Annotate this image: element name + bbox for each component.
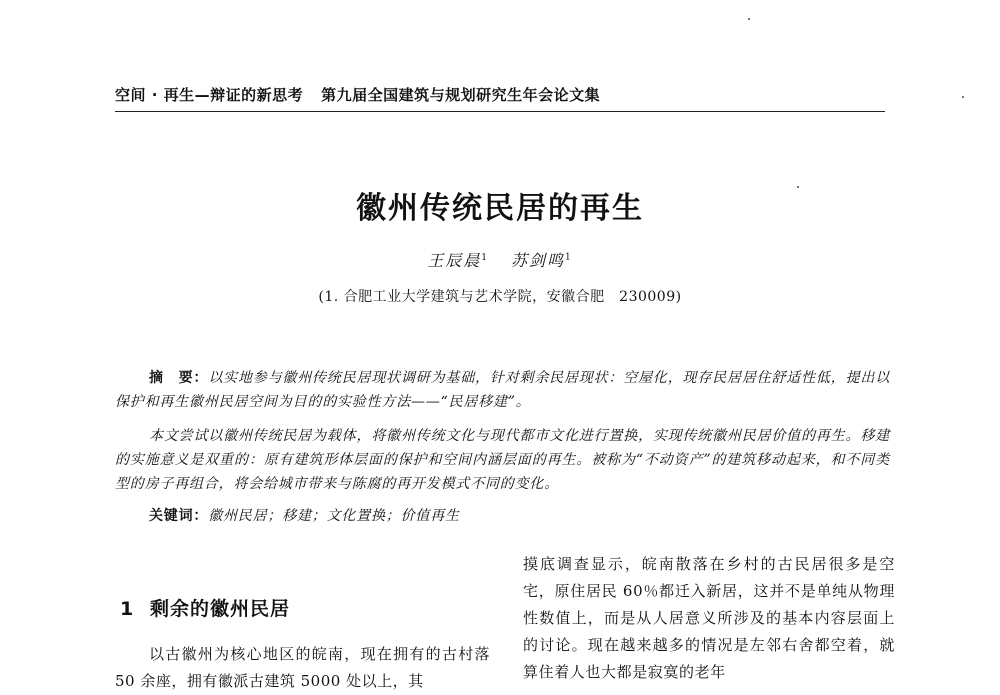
abstract-text-2: 本文尝试以徽州传统民居为载体，将徽州传统文化与现代都市文化进行置换，实现传统徽州民居价值的再生。移建的实施意义是双重的：原有建筑形体层面的保护和空间内涵层面的再生。被称为“不动资产”的建筑移动起来，和不同类型的房子再组合，将会给城市带来与陈腐的再开发模式不同的变化。 [115,428,890,492]
header-series: 空间 · 再生—辩证的新思考 [115,86,304,104]
section-number: 1 [120,598,135,620]
running-header [115,84,885,105]
scan-speck [797,186,799,188]
author-name: 苏剑鸣 [511,251,566,270]
paper-title: 徽州传统民居的再生 [356,191,644,226]
author-affiliation-mark: 1 [565,252,573,263]
keywords-paragraph [115,504,890,528]
author-affiliation-mark: 1 [481,252,489,263]
abstract-paragraph [115,366,890,414]
section-body: 以古徽州为核心地区的皖南，现在拥有的古村落 50 余座，拥有徽派古建筑 5000 处以上，其 [115,645,490,690]
header-rule [115,111,885,112]
author-name: 王辰晨 [427,251,482,270]
abstract-text: 以实地参与徽州传统民居现状调研为基础，针对剩余民居现状：空屋化，现存民居居住舒适性低，提出以保护和再生徽州民居空间为目的的实验性方法——“民居移建”。 [115,370,891,410]
affiliation: (1. 合肥工业大学建筑与艺术学院，安徽合肥 230009) [318,289,682,305]
header-proceedings: 第九届全国建筑与规划研究生年会论文集 [321,86,601,104]
right-column: 摸底调查显示，皖南散落在乡村的古民居很多是空宅，原住居民 60％都迁入新居，这并不是单纯从物理性数值上，而是从人居意义所涉及的基本内容层面上的讨论。现在越来越多的情况是左邻右舍都空着，就算住着人也大都是寂寞的老年 [523,555,895,681]
keywords-label: 关键词： [149,508,209,524]
abstract-paragraph-2 [115,424,890,496]
abstract-label: 摘 要： [149,370,209,386]
left-column [115,590,490,695]
scan-speck [962,96,964,98]
scan-speck [748,18,750,20]
keywords-text: 徽州民居；移建；文化置换；价值再生 [208,508,460,524]
section-title: 剩余的徽州民居 [150,598,291,620]
author-line [0,248,1000,271]
section-heading [120,596,490,623]
